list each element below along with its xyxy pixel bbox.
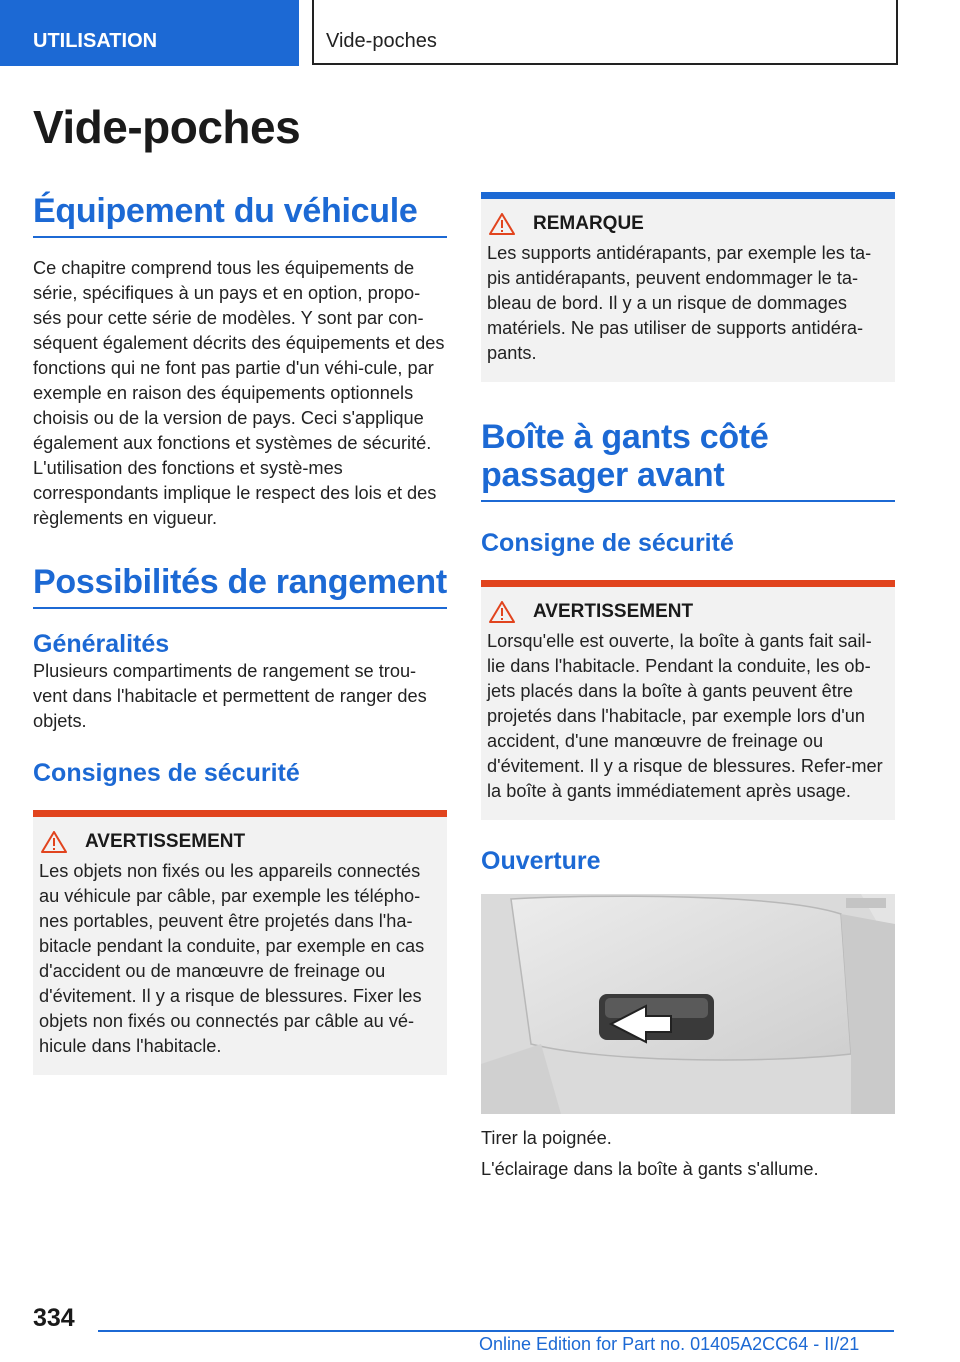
glovebox-photo [481,894,895,1114]
note-box [481,192,895,382]
glovebox-illustration [481,894,895,1114]
paragraph-equipement: Ce chapitre comprend tous les équipements de série, spécifiques à un pays et en option, propo-sés pour cette série de modèles. Y sont par con-séquent également décrits des équipements et des fonctions qui ne font pas partie d'un véhi-cule, par exemple en raison des équipements optionnels choisis ou de la version de pays. Ceci s'applique également aux fonctions et systèmes de sécurité. L'utilisation des fonctions et systè-mes correspondants implique le respect des lois et des règlements en vigueur. [33,258,445,528]
footer-edition: Online Edition for Part no. 01405A2CC64 - II/21 [479,1334,860,1354]
note-title: REMARQUE [533,213,644,234]
warning-triangle-icon [41,831,67,853]
paragraph-generalites: Plusieurs compartiments de rangement se trou-vent dans l'habitacle et permettent de ranger des objets. [33,661,427,731]
warning-box-glovebox [481,580,895,820]
warning-title-glovebox: AVERTISSEMENT [533,601,694,622]
heading-equipement: Équipement du véhicule [33,192,447,238]
warning-header-glovebox [487,601,889,623]
header-section-label: UTILISATION [33,30,158,52]
notice-triangle-icon [489,213,515,235]
warning-title: AVERTISSEMENT [85,831,246,852]
warning-header [39,831,441,853]
warning-box [33,810,447,1075]
page-title: Vide-poches [33,101,301,153]
heading-consignes: Consignes de sécurité [33,759,300,787]
heading-generalites: Généralités [33,630,170,658]
left-column [33,192,447,1075]
footer-divider [98,1330,894,1332]
header-chapter-label: Vide-poches [326,30,437,52]
warning-text: Les objets non fixés ou les appareils connectés au véhicule par câble, par exemple les télépho-nes portables, peuvent être projetés dans l'ha-bitacle pendant la conduite, par exemple en cas d'accident ou de manœuvre de freinage ou d'évitement. Il y a risque de blessures. Fixer les objets non fixés ou connectés par câble au vé-hicule dans l'habitacle. [39,861,425,1056]
paragraph-tirer: Tirer la poignée. [481,1128,612,1148]
paragraph-eclairage: L'éclairage dans la boîte à gants s'allume. [481,1159,819,1179]
warning-text-glovebox: Lorsqu'elle est ouverte, la boîte à gants fait sail-lie dans l'habitacle. Pendant la conduite, les ob-jets placés dans la boîte à gants peuvent être projetés dans l'habitacle, par exemple lors d'un accident, d'une manœuvre de freinage ou d'évitement. Il y a risque de blessures. Refer-mer la boîte à gants immédiatement après usage. [487,631,883,801]
header-chapter-box [312,0,898,65]
warning-triangle-icon [489,601,515,623]
note-text: Les supports antidérapants, par exemple les ta-pis antidérapants, peuvent endommager le ta-bleau de bord. Il y a un risque de dommages matériels. Ne pas utiliser de supports antidéra-pants. [487,243,872,363]
note-header [487,213,889,235]
heading-consigne: Consigne de sécurité [481,529,734,557]
page-number: 334 [33,1304,75,1332]
heading-rangement: Possibilités de rangement [33,563,447,609]
header-section-tab [0,0,299,66]
heading-ouverture: Ouverture [481,847,601,875]
heading-boite-a-gants: Boîte à gants côté passager avant [481,418,895,502]
right-column [481,192,895,1182]
